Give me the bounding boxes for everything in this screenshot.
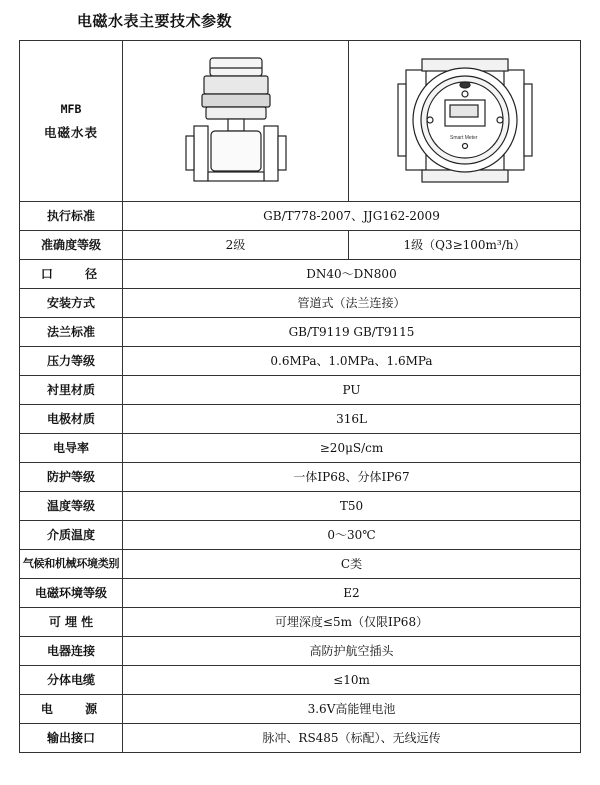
row-label: 执行标准 xyxy=(20,202,123,231)
table-row xyxy=(20,550,581,579)
row-label: 电导率 xyxy=(20,434,123,463)
model-cell xyxy=(20,41,123,202)
table-row xyxy=(20,695,581,724)
row-label: 衬里材质 xyxy=(20,376,123,405)
table-row xyxy=(20,608,581,637)
row-value: PU xyxy=(123,376,581,405)
row-value: 管道式（法兰连接） xyxy=(123,289,581,318)
table-row xyxy=(20,289,581,318)
row-value: ≥20μS/cm xyxy=(123,434,581,463)
row-value: E2 xyxy=(123,579,581,608)
table-row xyxy=(20,492,581,521)
row-value: 高防护航空插头 xyxy=(123,637,581,666)
row-label: 防护等级 xyxy=(20,463,123,492)
table-row xyxy=(20,347,581,376)
row-label: 温度等级 xyxy=(20,492,123,521)
row-label: 法兰标准 xyxy=(20,318,123,347)
row-label: 电 源 xyxy=(20,695,123,724)
table-row xyxy=(20,260,581,289)
table-row xyxy=(20,463,581,492)
top-view-cell xyxy=(349,41,581,202)
table-row xyxy=(20,521,581,550)
header-row xyxy=(20,41,581,202)
row-label: 压力等级 xyxy=(20,347,123,376)
table-row xyxy=(20,202,581,231)
table-row xyxy=(20,637,581,666)
table-row xyxy=(20,231,581,260)
row-label: 电磁环境等级 xyxy=(20,579,123,608)
table-row xyxy=(20,318,581,347)
table-row xyxy=(20,579,581,608)
meter-side-view-image xyxy=(181,54,291,189)
row-label: 口 径 xyxy=(20,260,123,289)
row-value: ≤10m xyxy=(123,666,581,695)
table-row xyxy=(20,434,581,463)
row-value: 可埋深度≤5m（仅限IP68） xyxy=(123,608,581,637)
spec-table xyxy=(19,40,581,753)
row-value: C类 xyxy=(123,550,581,579)
row-value: 316L xyxy=(123,405,581,434)
row-value-left: 2级 xyxy=(123,231,349,260)
row-label: 介质温度 xyxy=(20,521,123,550)
row-label: 气候和机械环境类别 xyxy=(20,550,123,579)
row-value: 0.6MPa、1.0MPa、1.6MPa xyxy=(123,347,581,376)
table-row xyxy=(20,666,581,695)
row-value: T50 xyxy=(123,492,581,521)
row-label: 电极材质 xyxy=(20,405,123,434)
table-row xyxy=(20,376,581,405)
row-value: DN40～DN800 xyxy=(123,260,581,289)
table-row xyxy=(20,724,581,753)
row-value: 3.6V高能锂电池 xyxy=(123,695,581,724)
row-value-right: 1级（Q3≥100m³/h） xyxy=(349,231,581,260)
model-subtitle: 电磁水表 xyxy=(43,125,98,140)
side-view-cell xyxy=(123,41,349,202)
row-value: 脉冲、RS485（标配）、无线远传 xyxy=(123,724,581,753)
table-row xyxy=(20,405,581,434)
model-name: MFB xyxy=(60,102,82,116)
pcb-label: Smart Meter xyxy=(449,134,478,141)
row-value: GB/T9119 GB/T9115 xyxy=(123,318,581,347)
page-title: 电磁水表主要技术参数 xyxy=(77,12,233,30)
row-label: 安装方式 xyxy=(20,289,123,318)
row-label: 输出接口 xyxy=(20,724,123,753)
row-value: GB/T778-2007、JJG162-2009 xyxy=(123,202,581,231)
row-value: 0～30℃ xyxy=(123,521,581,550)
row-value: 一体IP68、分体IP67 xyxy=(123,463,581,492)
row-label: 准确度等级 xyxy=(20,231,123,260)
row-label: 电器连接 xyxy=(20,637,123,666)
row-label: 可 埋 性 xyxy=(20,608,123,637)
meter-top-view-image xyxy=(390,54,540,189)
row-label: 分体电缆 xyxy=(20,666,123,695)
